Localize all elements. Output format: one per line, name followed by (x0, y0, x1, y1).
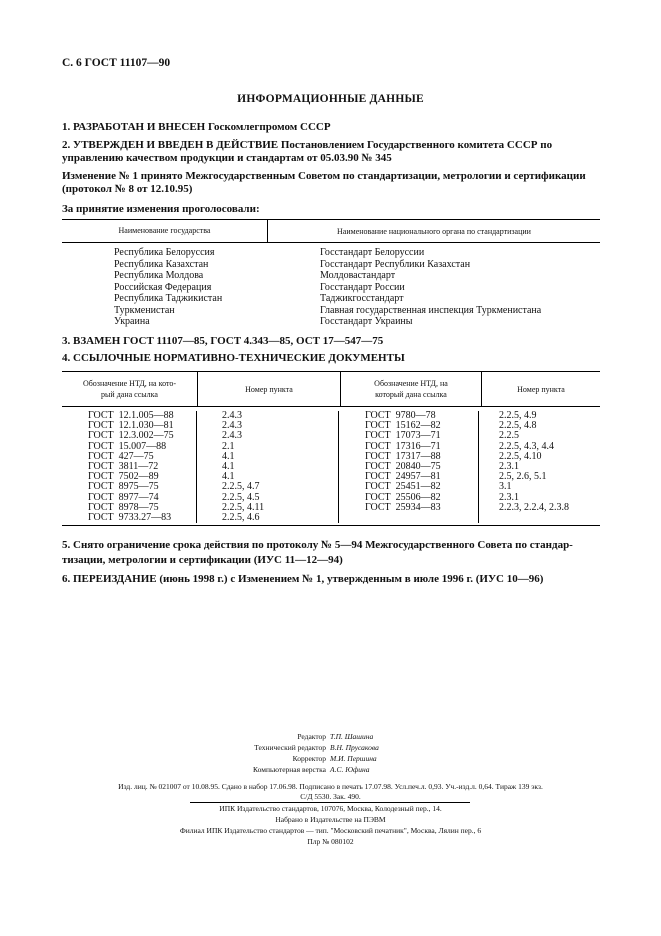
standards-body: Таджикгосстандарт (320, 293, 404, 304)
item-3: 3. ВЗАМЕН ГОСТ 11107—85, ГОСТ 4.343—85, ОСТ 17—547—75 (62, 335, 384, 347)
table-row (62, 270, 600, 282)
ref-doc: ГОСТ 17073—71 (365, 430, 441, 442)
ref-point: 2.2.5, 4.7 (222, 481, 260, 493)
state-name: Украина (114, 316, 150, 327)
refs-right-docs (339, 411, 479, 523)
ref-point: 2.2.5, 4.5 (222, 491, 260, 503)
item-1: 1. РАЗРАБОТАН И ВНЕСЕН Госкомлегпромом СССР (62, 121, 331, 133)
ref-point: 2.4.3 (222, 430, 242, 442)
credit-role: Корректор (292, 754, 326, 763)
refs-table-body (62, 407, 600, 526)
change-note-line2: (протокол № 8 от 12.10.95) (62, 183, 193, 195)
ref-point: 2.2.5, 4.6 (222, 511, 260, 523)
imprint-line6: Плр № 080102 (307, 837, 354, 846)
standards-body: Госстандарт Республики Казахстан (320, 258, 471, 270)
state-name: Российская Федерация (114, 281, 212, 293)
item-5-line2: тизации, метрологии и сертификации (ИУС 11—12—94) (62, 554, 343, 566)
item-6: 6. ПЕРЕИЗДАНИЕ (июнь 1998 г.) с Изменением № 1, утвержденным в июле 1996 г. (ИУС 10—96) (62, 573, 544, 585)
states-table (62, 219, 600, 328)
standards-body: Госстандарт Украины (320, 316, 413, 327)
item-5-line1: 5. Снято ограничение срока действия по протоколу № 5—94 Межгосударственного Совета по стандар- (62, 539, 573, 551)
refs-col2-header: Номер пункта (198, 372, 341, 406)
ref-point: 2.2.5, 4.9 (499, 410, 537, 421)
refs-left-docs (62, 411, 197, 523)
states-table-body (62, 247, 600, 328)
state-name: Республика Белоруссия (114, 247, 215, 258)
refs-col4-header: Номер пункта (517, 384, 565, 394)
ref-point: 2.2.5, 4.11 (222, 501, 265, 513)
page-title: ИНФОРМАЦИОННЫЕ ДАННЫЕ (237, 93, 424, 105)
ref-doc: ГОСТ 3811—72 (88, 460, 159, 472)
ref-doc: ГОСТ 12.1.030—81 (88, 420, 174, 432)
imprint-divider (190, 802, 470, 803)
state-name: Республика Молдова (114, 270, 204, 281)
ref-doc: ГОСТ 25451—82 (365, 481, 441, 493)
table-row (62, 247, 600, 259)
ref-point: 2.2.3, 2.2.4, 2.3.8 (499, 501, 569, 513)
ref-doc: ГОСТ 8978—75 (88, 501, 159, 513)
ref-doc: ГОСТ 20840—75 (365, 460, 441, 472)
credit-name: В.Н. Прусакова (330, 743, 379, 752)
imprint-line4: Набрано в Издательстве на ПЭВМ (275, 815, 386, 824)
ref-doc: ГОСТ 9733.27—83 (88, 511, 172, 523)
credit-row (0, 742, 661, 753)
bodies-col-header: Наименование национального органа по стандартизации (337, 226, 531, 236)
credit-row (0, 753, 661, 764)
ref-doc: ГОСТ 12.3.002—75 (88, 430, 174, 442)
imprint-line5: Филиал ИПК Издательство стандартов — тип. "Московский печатник", Москва, Лялин пер., 6 (179, 826, 482, 835)
credit-row (0, 764, 661, 775)
credit-role: Компьютерная верстка (253, 765, 326, 774)
standards-body: Госстандарт России (320, 281, 405, 293)
ref-point: 4.1 (222, 450, 235, 462)
ref-point: 4.1 (222, 471, 235, 483)
ref-point: 2.3.1 (499, 491, 519, 503)
ref-doc: ГОСТ 17317—88 (365, 450, 441, 462)
credit-name: М.И. Першина (330, 754, 377, 763)
page-header: С. 6 ГОСТ 11107—90 (62, 57, 171, 69)
ref-point: 2.3.1 (499, 460, 519, 472)
ref-doc: ГОСТ 7502—89 (88, 471, 159, 483)
item-4: 4. ССЫЛОЧНЫЕ НОРМАТИВНО-ТЕХНИЧЕСКИЕ ДОКУМЕНТЫ (62, 352, 405, 364)
refs-col1-header: Обозначение НТД, на кото- рый дана ссылка (62, 372, 198, 406)
table-row (62, 305, 600, 317)
state-name: Туркменистан (114, 304, 175, 316)
credits-block (0, 731, 661, 775)
imprint-line2: С/Д 5530. Зак. 490. (300, 792, 361, 801)
ref-point: 2.5, 2.6, 5.1 (499, 471, 547, 483)
credit-row (0, 731, 661, 742)
item-2-line2: управлению качеством продукции и стандартам от 05.03.90 № 345 (62, 152, 392, 164)
ref-doc: ГОСТ 8975—75 (88, 481, 159, 493)
table-row (62, 316, 600, 328)
credit-name: Т.П. Шашина (330, 732, 374, 741)
credit-name: А.С. Юфина (330, 765, 370, 774)
ref-doc: ГОСТ 17316—71 (365, 440, 441, 452)
states-col-header: Наименование государства (62, 220, 268, 242)
ref-point: 2.2.5, 4.3, 4.4 (499, 440, 554, 452)
change-note-line1: Изменение № 1 принято Межгосударственным Советом по стандартизации, метрологии и сертификации (62, 170, 586, 182)
ref-doc: ГОСТ 9780—78 (365, 410, 436, 421)
item-2-line1: 2. УТВЕРЖДЕН И ВВЕДЕН В ДЕЙСТВИЕ Постановлением Государственного комитета СССР по (62, 139, 553, 151)
refs-table-header (62, 371, 600, 407)
refs-col3-header: Обозначение НТД, на который дана ссылка (341, 372, 482, 406)
standards-body: Молдовастандарт (320, 270, 396, 281)
ref-point: 2.2.5, 4.8 (499, 420, 537, 432)
ref-doc: ГОСТ 25934—83 (365, 501, 441, 513)
state-name: Республика Казахстан (114, 258, 209, 270)
ref-doc: ГОСТ 15.007—88 (88, 440, 167, 452)
table-row (62, 282, 600, 294)
imprint-line1: Изд. лиц. № 021007 от 10.08.95. Сдано в набор 17.06.98. Подписано в печать 17.07.98. Усл.печ.л. 0,93. Уч.-изд.л. 0,64. Тираж 139 экз. (118, 782, 543, 791)
standards-body: Госстандарт Белоруссии (320, 247, 425, 258)
credit-role: Технический редактор (254, 743, 326, 752)
ref-point: 2.2.5 (499, 430, 519, 442)
ref-point: 2.4.3 (222, 410, 242, 421)
refs-left-points (197, 411, 339, 523)
table-row (62, 293, 600, 305)
states-table-header (62, 219, 600, 243)
imprint-line3: ИПК Издательство стандартов, 107076, Москва, Колодезный пер., 14. (219, 804, 442, 813)
ref-doc: ГОСТ 12.1.005—88 (88, 410, 174, 421)
ref-point: 4.1 (222, 460, 235, 472)
ref-doc: ГОСТ 24957—81 (365, 471, 441, 483)
ref-doc: ГОСТ 427—75 (88, 450, 154, 462)
ref-doc: ГОСТ 25506—82 (365, 491, 441, 503)
refs-right-points (479, 411, 600, 523)
ref-point: 3.1 (499, 481, 512, 493)
ref-doc: ГОСТ 8977—74 (88, 491, 159, 503)
ref-doc: ГОСТ 15162—82 (365, 420, 441, 432)
ref-point: 2.4.3 (222, 420, 242, 432)
refs-table (62, 371, 600, 526)
table-row (62, 259, 600, 271)
ref-point: 2.2.5, 4.10 (499, 450, 542, 462)
credit-role: Редактор (297, 732, 326, 741)
ref-point: 2.1 (222, 440, 235, 452)
voted-label: За принятие изменения проголосовали: (62, 203, 260, 215)
standards-body: Главная государственная инспекция Туркменистана (320, 304, 542, 316)
state-name: Республика Таджикистан (114, 293, 223, 304)
